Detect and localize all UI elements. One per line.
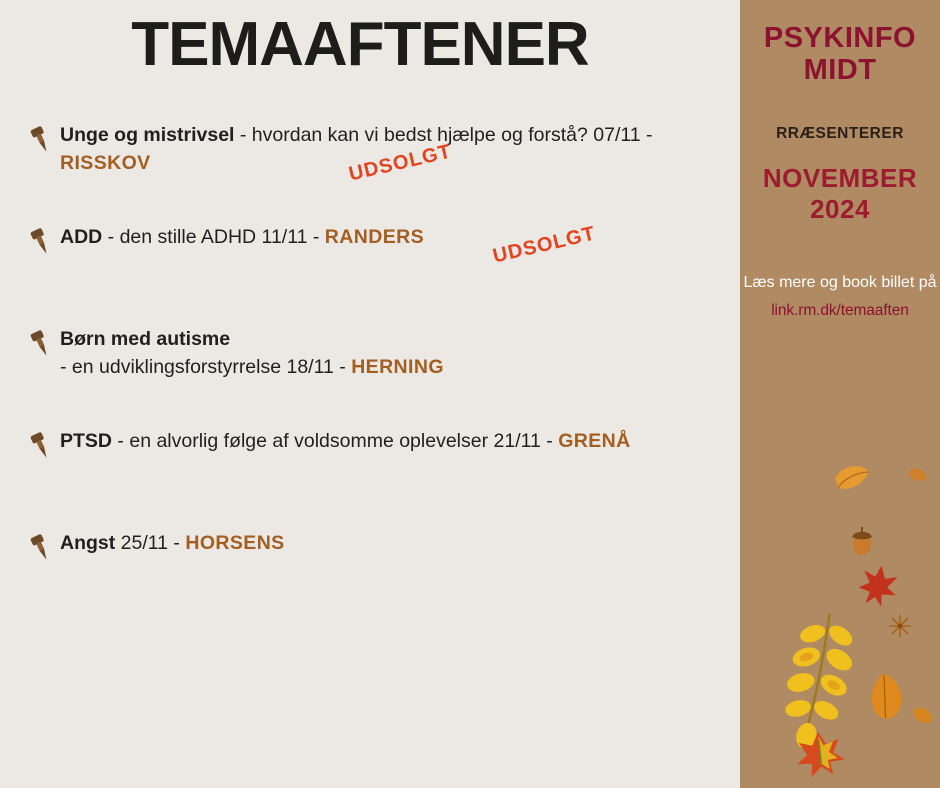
leaf-icon	[775, 609, 861, 755]
event-title: Unge og mistrivsel	[60, 124, 235, 147]
leaf-icon	[833, 461, 872, 492]
event-detail: - den stille ADHD 11/11 -	[102, 226, 325, 249]
events-list	[0, 121, 740, 607]
leaf-icon	[907, 466, 928, 484]
event-description	[60, 427, 631, 455]
pushpin-icon	[26, 223, 60, 257]
month-label: NOVEMBER	[762, 162, 918, 193]
event-description	[60, 222, 598, 268]
year-label: 2024	[810, 194, 870, 225]
event-detail: - en udviklingsforstyrrelse 18/11 -	[60, 356, 352, 379]
booking-info	[740, 271, 940, 322]
sidebar	[740, 0, 940, 788]
event-title: Børn med autisme	[60, 328, 231, 351]
event-title: PTSD	[60, 430, 113, 453]
event-title: Angst	[60, 532, 116, 555]
list-item[interactable]	[26, 223, 740, 301]
leaf-icon	[794, 729, 846, 778]
list-item[interactable]	[26, 529, 740, 607]
event-city: RANDERS	[324, 226, 425, 249]
event-city: RISSKOV	[60, 152, 151, 175]
list-item[interactable]	[26, 325, 740, 403]
list-item[interactable]	[26, 121, 740, 199]
acorn-icon	[852, 527, 872, 555]
pushpin-icon	[26, 121, 60, 155]
brand-logo	[740, 22, 940, 87]
list-item[interactable]	[26, 427, 740, 505]
event-title: ADD	[60, 226, 103, 249]
status-badge: UDSOLGT	[490, 222, 598, 268]
page-title: TEMAAFTENER	[131, 10, 589, 79]
booking-text: Læs mere og book billet på	[743, 274, 937, 292]
autumn-leaves-decoration	[740, 458, 940, 788]
seedhead-icon	[889, 615, 911, 637]
event-city: HORSENS	[185, 532, 285, 555]
brand-line-2: MIDT	[803, 54, 877, 87]
pushpin-icon	[26, 529, 60, 563]
event-city: HERNING	[351, 356, 444, 379]
event-city: GRENÅ	[558, 430, 631, 453]
event-detail: - hvordan kan vi bedst hjælpe og forstå? 07/11 -	[234, 124, 653, 147]
leaf-icon	[856, 562, 901, 609]
leaf-icon	[868, 671, 905, 721]
pushpin-icon	[26, 427, 60, 461]
pushpin-icon	[26, 325, 60, 359]
event-description	[60, 121, 680, 186]
status-badge: UDSOLGT	[346, 140, 454, 186]
event-description	[60, 529, 285, 557]
event-detail: - en alvorlig følge af voldsomme oplevelser 21/11 -	[112, 430, 559, 453]
presents-label: RRÆSENTERER	[776, 124, 904, 142]
booking-link[interactable]: link.rm.dk/temaaften	[771, 301, 909, 319]
event-description	[60, 325, 444, 382]
brand-line-1: PSYKINFO	[763, 22, 917, 54]
event-detail: 25/11 -	[115, 532, 186, 555]
leaf-icon	[911, 704, 935, 727]
